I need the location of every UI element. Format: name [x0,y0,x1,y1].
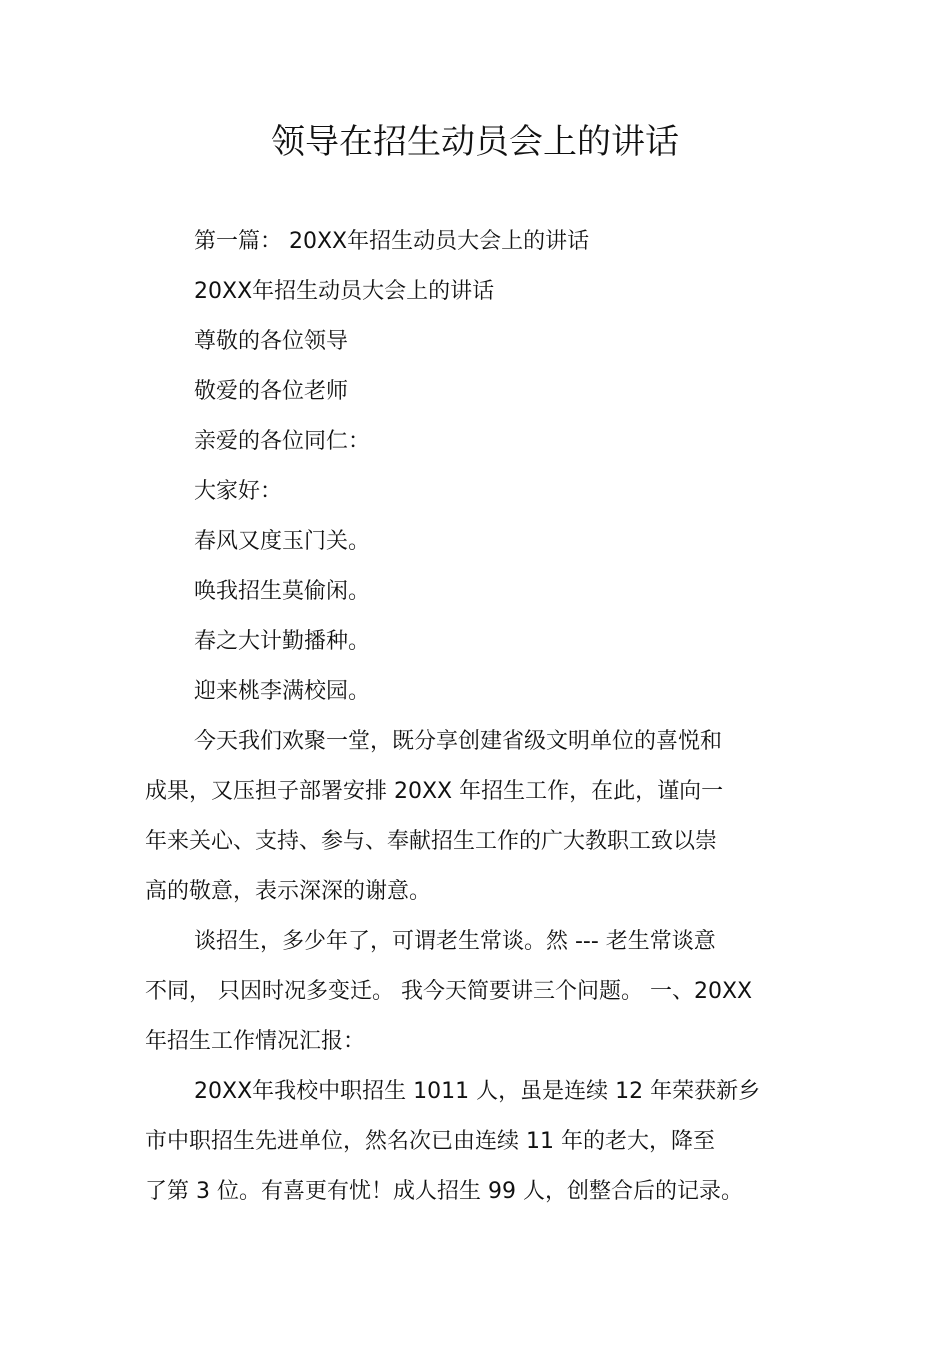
paragraph-line: 今天我们欢聚一堂，既分享创建省级文明单位的喜悦和 [194,729,723,754]
paragraph-line: 年招生工作情况汇报： [145,1029,366,1054]
salutation-colleagues: 亲爱的各位同仁： [194,429,371,454]
paragraph-line: 市中职招生先进单位，然名次已由连续 11 年的老大，降至 [145,1129,715,1154]
salutation-teachers: 敬爱的各位老师 [194,379,349,404]
poem-line: 唤我招生莫偷闲。 [194,579,371,604]
paragraph-line: 了第 3 位。有喜更有忧！成人招生 99 人，创整合后的记录。 [145,1179,743,1204]
speech-title: 20XX年招生动员大会上的讲话 [194,279,495,304]
salutation-leaders: 尊敬的各位领导 [194,329,349,354]
paragraph-line: 成果，又压担子部署安排 20XX 年招生工作，在此，谨向一 [145,779,724,804]
section-heading: 第一篇： 20XX年招生动员大会上的讲话 [194,229,590,254]
poem-line: 春风又度玉门关。 [194,529,371,554]
paragraph-line: 高的敬意，表示深深的谢意。 [145,879,432,904]
paragraph-line: 20XX年我校中职招生 1011 人，虽是连续 12 年荣获新乡 [194,1079,761,1104]
greeting: 大家好： [194,479,283,504]
document-title: 领导在招生动员会上的讲话 [271,122,679,162]
paragraph-line: 年来关心、支持、参与、奉献招生工作的广大教职工致以崇 [145,829,718,854]
poem-line: 春之大计勤播种。 [194,629,371,654]
paragraph-line: 不同， 只因时况多变迁。 我今天简要讲三个问题。 一、20XX [145,979,753,1004]
poem-line: 迎来桃李满校园。 [194,679,371,704]
paragraph-line: 谈招生，多少年了，可谓老生常谈。然 --- 老生常谈意 [194,929,716,954]
